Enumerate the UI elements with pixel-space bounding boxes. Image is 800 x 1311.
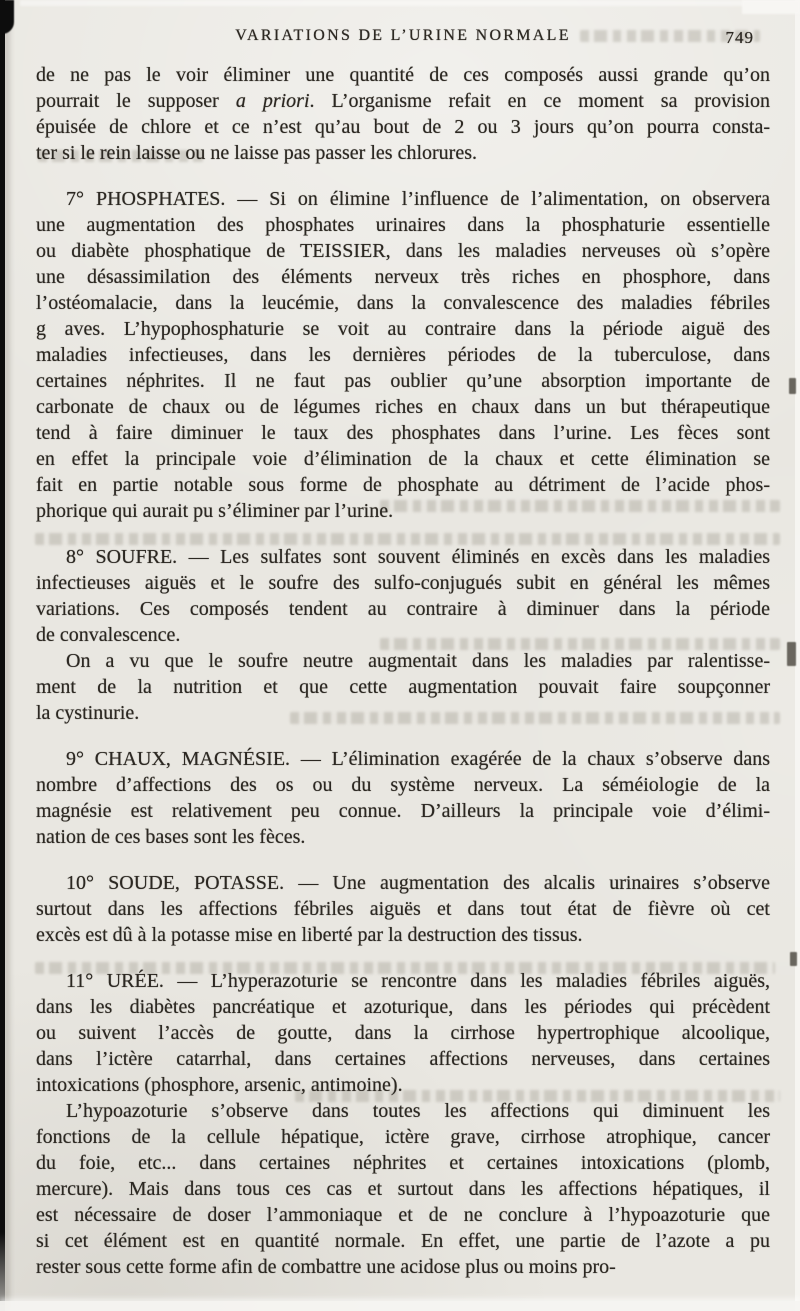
text-line: est nécessaire de doser l’ammoniaque et de ne conclure à l’hypoazoturie que <box>36 1204 770 1226</box>
text-line: 11° URÉE. — L’hyperazoturie se rencontre dans les maladies fébriles aiguës, <box>66 970 770 992</box>
text-line: fait en partie notable sous forme de phosphate au détriment de l’acide phos- <box>36 474 770 496</box>
text-line: une augmentation des phosphates urinaires dans la phosphaturie essentielle <box>36 214 770 236</box>
text-line: l’ostéomalacie, dans la leucémie, dans la convalescence des maladies fébriles <box>36 292 770 314</box>
text-line: en effet la principale voie d’élimination de la chaux et cette élimination se <box>36 448 770 470</box>
page-number: 749 <box>725 28 754 47</box>
text-line: L’hypoazoturie s’observe dans toutes les affections qui diminuent les <box>66 1100 770 1122</box>
scan-bottom-edge <box>0 1301 800 1311</box>
text-line: magnésie est relativement peu connue. D’ailleurs la principale voie d’élimi- <box>36 800 770 822</box>
scan-corner-mark <box>0 0 14 34</box>
text-line: nombre d’affections des os ou du système nerveux. La séméiologie de la <box>36 774 770 796</box>
text-line: ment de la nutrition et que cette augmentation pouvait faire soupçonner <box>36 676 770 698</box>
text-line: 9° CHAUX, MAGNÉSIE. — L’élimination exagérée de la chaux s’observe dans <box>66 748 770 770</box>
text-line: la cystinurie. <box>36 702 140 724</box>
text-line: pourrait le supposer a priori. L’organisme refait en ce moment sa provision <box>36 90 770 112</box>
page-body <box>36 62 770 1280</box>
text-line: variations. Ces composés tendent au contraire à diminuer dans la période <box>36 598 770 620</box>
continuation-paragraph <box>36 62 770 166</box>
section-8-soufre <box>36 544 770 648</box>
running-title: VARIATIONS DE L’URINE NORMALE <box>235 27 571 44</box>
text-line: tend à faire diminuer le taux des phosphates dans l’urine. Les fèces sont <box>36 422 770 444</box>
text-line: du foie, etc... dans certaines néphrites et certaines intoxications (plomb, <box>36 1152 770 1174</box>
text-line: dans l’ictère catarrhal, dans certaines affections nerveuses, dans certaines <box>36 1048 770 1070</box>
text-line: de convalescence. <box>36 624 181 646</box>
text-line: épuisée de chlore et ce n’est qu’au bout de 2 ou 3 jours qu’on pourra consta- <box>36 116 770 138</box>
text-line: infectieuses aiguës et le soufre des sulfo-conjugués subit en général les mêmes <box>36 572 770 594</box>
text-line: g aves. L’hypophosphaturie se voit au contraire dans la période aiguë des <box>36 318 770 340</box>
text-line: excès est dû à la potasse mise en liberté par la destruction des tissus. <box>36 924 583 946</box>
text-line: de ne pas le voir éliminer une quantité de ces composés aussi grande qu’on <box>36 64 770 86</box>
scan-top-right-corner <box>742 0 800 14</box>
scan-left-edge <box>0 0 5 1311</box>
text-line: rester sous cette forme afin de combattre une acidose plus ou moins pro- <box>36 1256 616 1278</box>
text-line: maladies infectieuses, dans les dernières périodes de la tuberculose, dans <box>36 344 770 366</box>
text-line: 10° SOUDE, POTASSE. — Une augmentation des alcalis urinaires s’observe <box>66 872 770 894</box>
text-line: une désassimilation des éléments nerveux très riches en phosphore, dans <box>36 266 770 288</box>
ink-speck <box>787 642 796 666</box>
text-line: On a vu que le soufre neutre augmentait dans les maladies par ralentisse- <box>66 650 770 672</box>
text-line: phorique qui aurait pu s’éliminer par l’urine. <box>36 500 394 522</box>
ink-speck <box>789 378 796 394</box>
paragraph-soufre-neutre <box>36 648 770 726</box>
paragraph-hypoazoturie <box>36 1098 770 1280</box>
text-line: si cet élément est en quantité normale. En effet, une partie de l’azote a pu <box>36 1230 770 1252</box>
text-line: 8° SOUFRE. — Les sulfates sont souvent éliminés en excès dans les maladies <box>66 546 770 568</box>
text-line: ou suivent l’accès de goutte, dans la cirrhose hypertrophique alcoolique, <box>36 1022 770 1044</box>
section-11-uree <box>36 968 770 1098</box>
text-line: 7° PHOSPHATES. — Si on élimine l’influence de l’alimentation, on observera <box>66 188 770 210</box>
text-line: mercure). Mais dans tous ces cas et surtout dans les affections hépatiques, il <box>36 1178 770 1200</box>
section-10-soude-potasse <box>36 870 770 948</box>
text-line: intoxications (phosphore, arsenic, antimoine). <box>36 1074 403 1096</box>
text-line: ou diabète phosphatique de TEISSIER, dans les maladies nerveuses où s’opère <box>36 240 770 262</box>
text-line: carbonate de chaux ou de légumes riches en chaux dans un but thérapeutique <box>36 396 770 418</box>
section-7-phosphates <box>36 186 770 524</box>
scan-top-edge <box>20 0 800 6</box>
text-line: ter si le rein laisse ou ne laisse pas passer les chlorures. <box>36 142 477 164</box>
section-9-chaux-magnesie <box>36 746 770 850</box>
text-line: fonctions de la cellule hépatique, ictère grave, cirrhose atrophique, cancer <box>36 1126 770 1148</box>
text-line: certaines néphrites. Il ne faut pas oublier qu’une absorption importante de <box>36 370 770 392</box>
ink-speck <box>790 952 797 966</box>
text-line: dans les diabètes pancréatique et azoturique, dans les périodes qui précèdent <box>36 996 770 1018</box>
text-line: surtout dans les affections fébriles aiguës et dans tout état de fièvre où cet <box>36 898 770 920</box>
running-head <box>36 27 770 51</box>
text-line: nation de ces bases sont les fèces. <box>36 826 306 848</box>
